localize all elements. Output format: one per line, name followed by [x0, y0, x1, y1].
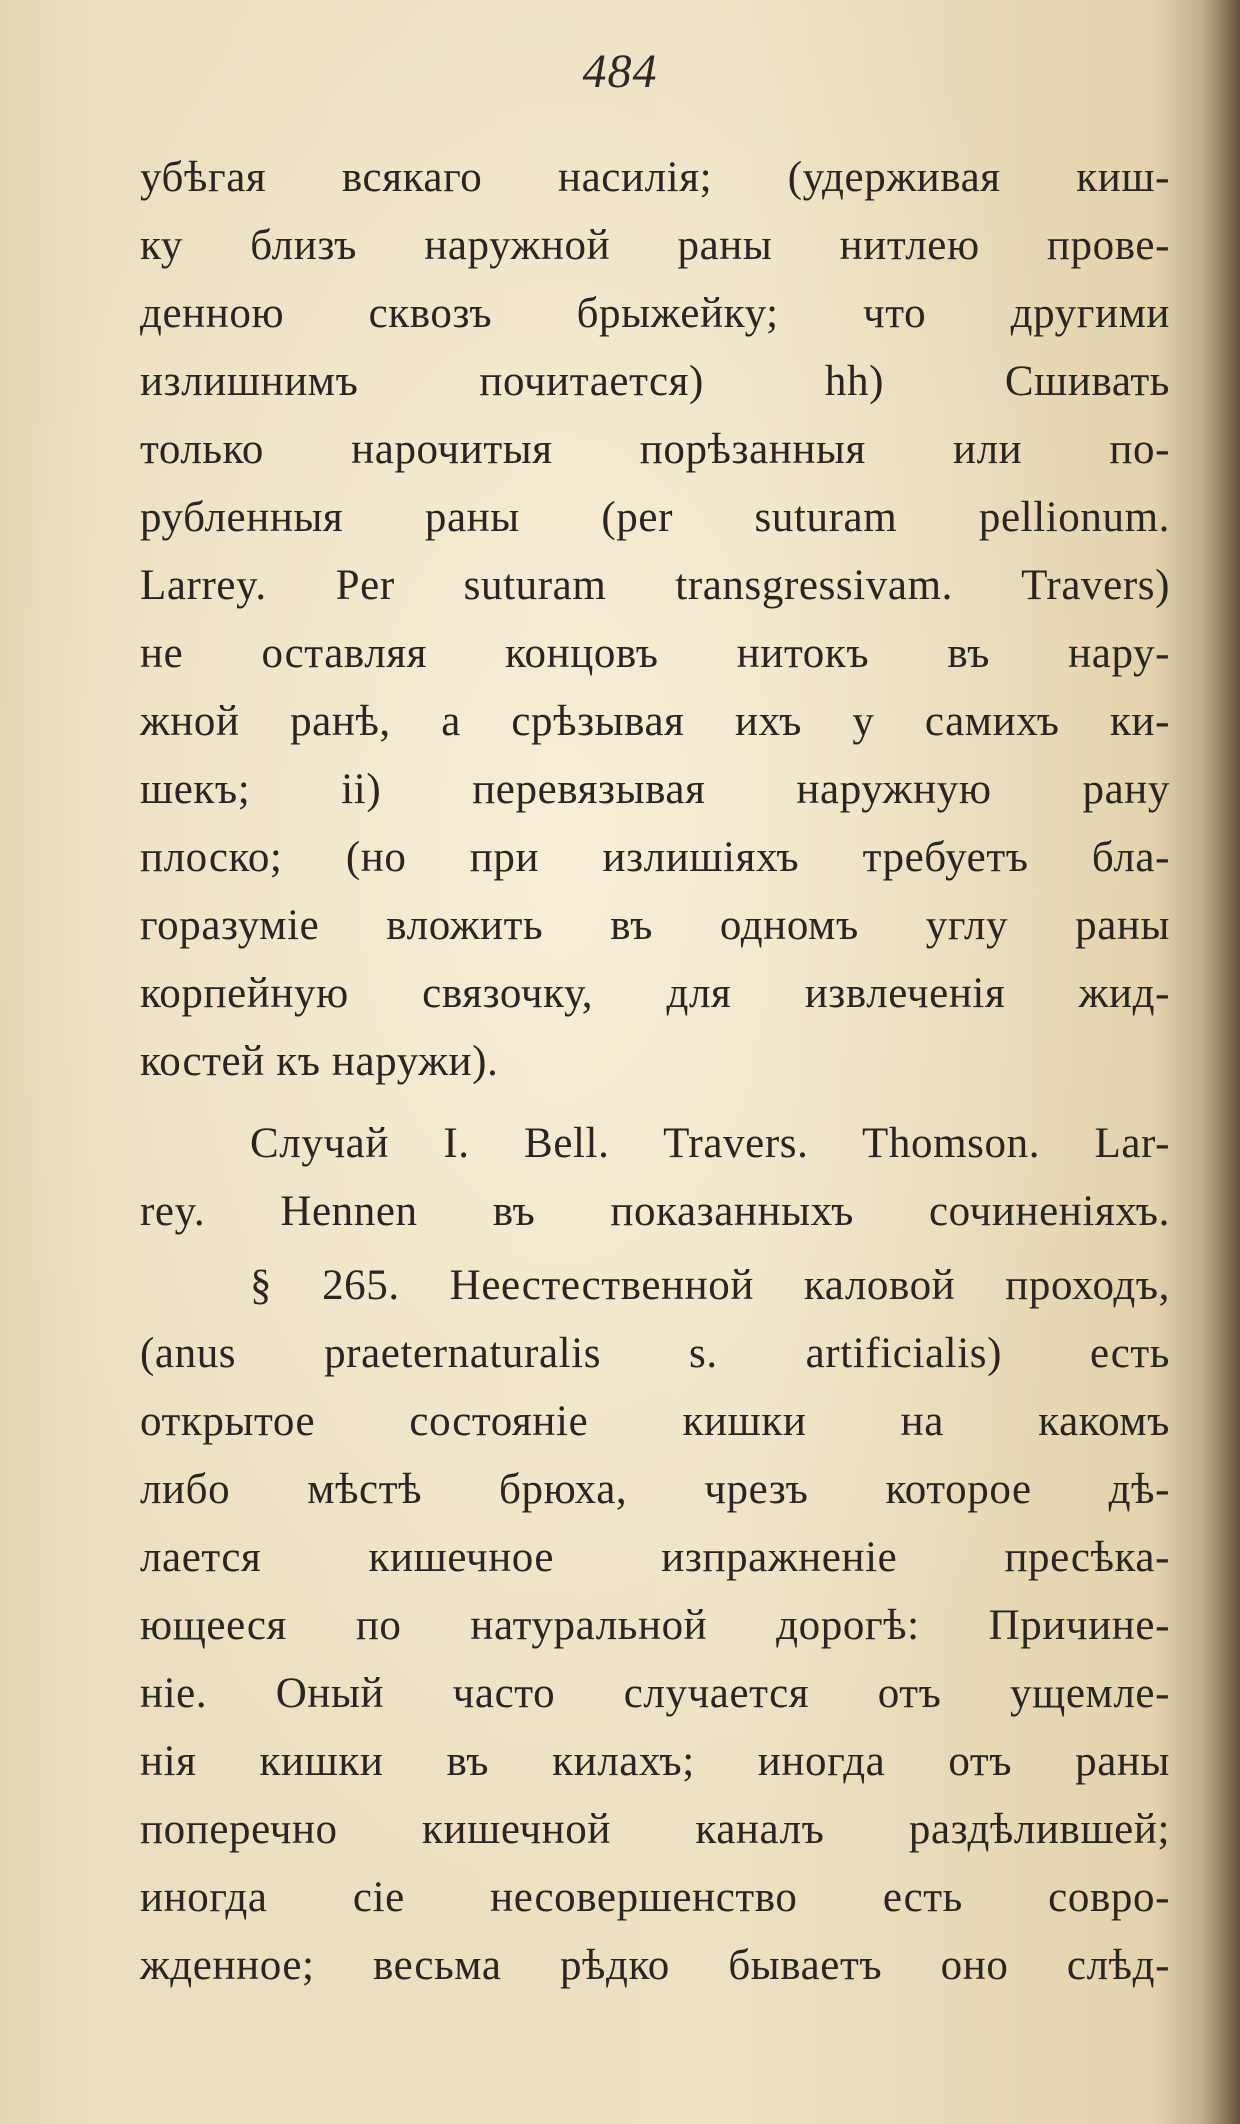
text-line: жной ранѣ, а срѣзывая ихъ у самихъ ки- [140, 698, 1170, 745]
text-line: поперечно кишечной каналъ раздѣлившей; [140, 1806, 1170, 1853]
text-line: денною сквозъ брыжейку; что другими [140, 290, 1170, 337]
text-line: только нарочитыя порѣзанныя или по- [140, 426, 1170, 473]
text-line: либо мѣстѣ брюха, чрезъ которое дѣ- [140, 1466, 1170, 1513]
text-line: не оставляя концовъ нитокъ въ нару- [140, 630, 1170, 677]
text-line: шекъ; ii) перевязывая наружную рану [140, 766, 1170, 813]
paragraph-2 [140, 1110, 1170, 1246]
text-line: открытое состояніе кишки на какомъ [140, 1398, 1170, 1445]
text-line: костей къ наружи). [140, 1038, 499, 1085]
text-line: ющееся по натуральной дорогѣ: Причине- [140, 1602, 1170, 1649]
paragraph-1 [140, 144, 1170, 1096]
page-number: 484 [582, 45, 658, 98]
text-line: ку близъ наружной раны нитлею прове- [140, 222, 1170, 269]
text-line: горазуміе вложить въ одномъ углу раны [140, 902, 1170, 949]
text-line: излишнимъ почитается) hh) Сшивать [140, 358, 1170, 405]
text-line: жденное; весьма рѣдко бываетъ оно слѣд- [140, 1942, 1170, 1989]
body-text [140, 144, 1170, 2000]
text-line: Larrey. Per suturam transgressivam. Travers) [140, 562, 1170, 609]
text-line: ніе. Оный часто случается отъ ущемле- [140, 1670, 1170, 1717]
text-line: иногда сіе несовершенство есть совро- [140, 1874, 1170, 1921]
text-line: рубленныя раны (per suturam pellionum. [140, 494, 1170, 541]
section-heading-line: § 265. Неестественной каловой проходъ, [250, 1262, 1170, 1309]
text-line: (anus praeternaturalis s. artificialis) есть [140, 1330, 1170, 1377]
text-line: Случай I. Bell. Travers. Thomson. Lar- [250, 1120, 1170, 1167]
text-line: нія кишки въ килахъ; иногда отъ раны [140, 1738, 1170, 1785]
text-line: лается кишечное изпражненіе пресѣка- [140, 1534, 1170, 1581]
paragraph-3 [140, 1252, 1170, 2000]
text-line: корпейную связочку, для извлеченія жид- [140, 970, 1170, 1017]
spine-shadow [1200, 0, 1240, 2124]
text-line: убѣгая всякаго насилія; (удерживая киш- [140, 154, 1170, 201]
text-line: плоско; (но при излишіяхъ требуетъ бла- [140, 834, 1170, 881]
text-line: rey. Hennen въ показанныхъ сочиненіяхъ. [140, 1188, 1170, 1235]
